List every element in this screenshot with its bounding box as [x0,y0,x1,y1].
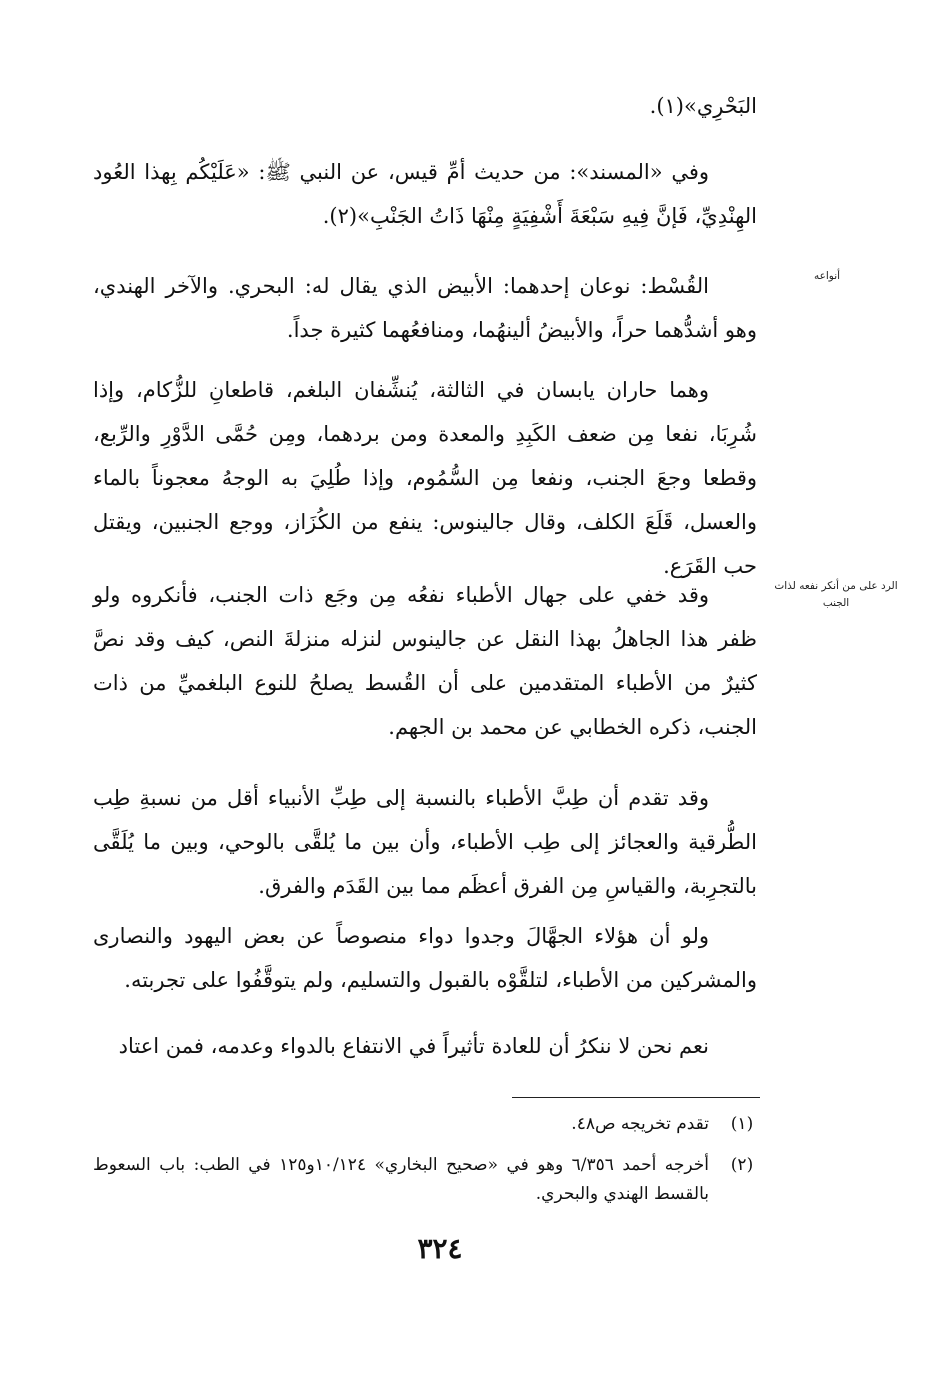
paragraph-rebuttal: وقد خفي على جهال الأطباء نفعُه مِن وجَع ذات الجنب، فأنكروه ولو ظفر هذا الجاهلُ بهذا النقل عن جالينوس لنزله منزلةَ النص، كيف وقد نصَّ كثيرٌ من الأطباء المتقدمين على أن القُسط يصلحُ للنوع البلغميِّ من ذات الجنب، ذكره الخطابي عن محمد بن الجهم. [93,583,757,739]
margin-note-types: أنواعه [813,270,841,282]
footnote-divider [512,1097,760,1098]
footnote-text: تقدم تخريجه ص٤٨. [571,1114,709,1134]
paragraph-ignorant-physicians: ولو أن هؤلاء الجهَّالَ وجدوا دواء منصوصاً عن بعض اليهود والنصارى والمشركين من الأطباء، لتلقَّوْه بالقبول والتسليم، ولم يتوقَّفُوا على تجربته. [93,924,757,992]
paragraph-continuation: البَحْرِي»(١). [649,94,757,118]
paragraph-habit-effect: نعم نحن لا ننكرُ أن للعادة تأثيراً في الانتفاع بالدواء وعدمه، فمن اعتاد [118,1034,709,1058]
margin-note-rebuttal: الرد على من أنكر نفعه لذات الجنب [774,580,898,609]
paragraph-qust-properties: وهما حاران يابسان في الثالثة، يُنشِّفان البلغم، قاطعانِ للزُّكام، وإذا شُرِبَا، نفعا مِن ضعف الكَبِدِ والمعدة ومن بردهما، ومِن حُمَّى الدَّوْرِ والرِّبع، وقطعا وجعَ الجنب، ونفعا مِن السُّمُوم، وإذا طُلِيَ به الوجهُ معجوناً بالماء والعسل، قَلَعَ الكلف، وقال جالينوس: ينفع من الكُزَاز، ووجع الجنبين، ويقتل حب القَرَع. [93,378,757,578]
page-number: ٣٢٤ [417,1232,463,1265]
footnote-text: أخرجه أحمد ٦/٣٥٦ وهو في «صحيح البخاري» ١٠/١٢٤و١٢٥ في الطب: باب السعوط بالقسط الهندي والبحري. [93,1155,709,1204]
paragraph-qust-types: القُسْط: نوعان إحدهما: الأبيض الذي يقال له: البحري. والآخر الهندي، وهو أشدُّهما حراً، والأبيضُ ألينهُما، ومنافعُهما كثيرة جداً. [93,274,757,342]
paragraph-musnad-hadith: وفي «المسند»: من حديث أمِّ قيس، عن النبي ﷺ: «عَلَيْكُم بِهذا العُود الهِنْدِيِّ، فَإنَّ فِيهِ سَبْعَةَ أَشْفِيَةٍ مِنْهَا ذَاتُ الجَنْبِ»(٢). [93,160,757,228]
footnote-number: (١) [730,1114,754,1134]
paragraph-prophetic-medicine: وقد تقدم أن طِبَّ الأطباء بالنسبة إلى طِبِّ الأنبياء أقل من نسبةِ طِب الطُّرقية والعجائز إلى طِب الأطباء، وأن بين ما يُلقَّى بالوحي، وبين ما يُلَقَّى بالتجرِبة، والقياسِ مِن الفرق أعظَم مما بين القَدَم والفرق. [93,786,757,898]
footnote-number: (٢) [730,1155,754,1175]
